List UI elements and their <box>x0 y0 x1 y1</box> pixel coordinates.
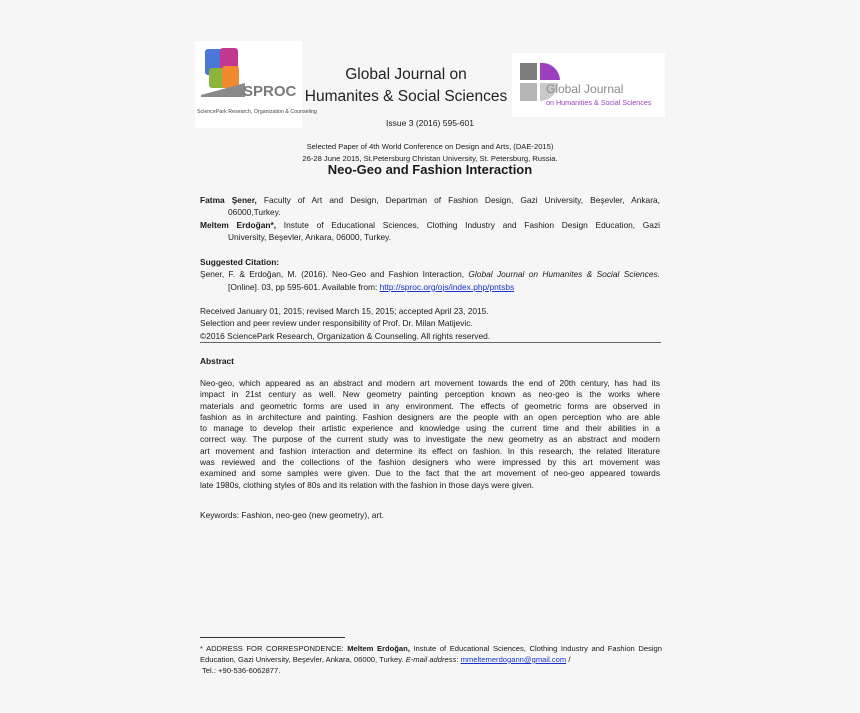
footnote <box>200 644 662 676</box>
abstract-line: fashion as in architecture and painting. Fashion designers are the people with an open perception who are able <box>200 411 660 422</box>
issue-info: Issue 3 (2016) 595-601 <box>386 118 474 128</box>
abstract-line: to manage to develop their artistic experience and knowledge using the current time and their abilities in a <box>200 423 660 434</box>
abstract-heading <box>200 355 660 367</box>
citation-heading: Suggested Citation: <box>200 257 280 267</box>
conference-line2: 26-28 June 2015, St.Petersburg Christan University, St. Petersburg, Russia. <box>302 153 558 163</box>
conference-line1: Selected Paper of 4th World Conference on Design and Arts, (DAE-2015) <box>306 142 554 151</box>
citation-link[interactable]: http://sproc.org/ojs/index.php/pntsbs <box>379 281 515 292</box>
journal-title-line1: Global Journal on <box>345 66 467 83</box>
citation-line1 <box>200 268 660 280</box>
citation-journal: Global Journal on Humanites & Social Sciences. <box>468 269 661 280</box>
telephone: Tel.: +90-536-6062877. <box>202 665 281 675</box>
citation-text: [Online]. 03, pp 595-601. Available from: <box>228 281 380 292</box>
email-label: E-mail address <box>405 654 457 664</box>
global-journal-logo <box>512 53 665 117</box>
email-link[interactable]: mmeltemerdogann@gmail.com <box>460 654 567 664</box>
author-1-line1 <box>200 194 660 206</box>
author-name: Fatma Şener, <box>200 195 257 205</box>
footnote-address: Education, Gazi University, Beşevler, Ankara, 06000, Turkey. <box>200 654 406 664</box>
abstract-line: Neo-geo, which appeared as an abstract and modern art movement towards the end of 20th century, has had its <box>200 378 660 388</box>
abstract-title: Abstract <box>200 356 234 366</box>
global-journal-logo-subtitle: on Humanities & Social Sciences <box>546 98 652 107</box>
global-journal-logo-title: Global Journal <box>546 82 624 96</box>
received-dates: Received January 01, 2015; revised March 15, 2015; accepted April 23, 2015. <box>200 306 489 316</box>
paper-title: Neo-Geo and Fashion Interaction <box>327 162 533 177</box>
abstract-body <box>200 378 660 491</box>
sproc-logo-text: SPROC <box>243 83 297 100</box>
sproc-logo <box>195 41 317 128</box>
author-2-line1 <box>200 219 660 231</box>
abstract-line: correct way. The purpose of the current study was to investigate the new geometry as an abstract and modern <box>200 434 660 445</box>
author-affiliation: Faculty of Art and Design, Departman of Fashion Design, Gazi University, Beşevler, Ankara, <box>256 195 660 205</box>
abstract-line: examined and some samples were given. Due to the fact that the art movement of neo-geo appeared towards <box>200 468 660 479</box>
sproc-logo-caption: SciencePark Research, Organization & Counseling <box>197 109 317 115</box>
footnote-author: Meltem Erdoğan, <box>347 644 410 653</box>
journal-title <box>290 64 522 108</box>
author-2-line2: University, Beşevler, Ankara, 06000, Turkey. <box>228 231 392 242</box>
footnote-prefix: * ADDRESS FOR CORRESPONDENCE: <box>200 644 348 653</box>
author-name: Meltem Erdoğan*, <box>200 219 277 230</box>
citation-line2 <box>200 281 660 293</box>
footnote-line2: Education, Gazi University, Beşevler, Ankara, 06000, Turkey. E-mail address: mmeltemerdogann@gmail.com / <box>200 654 571 664</box>
separator: / <box>566 654 571 664</box>
publication-history <box>200 305 660 342</box>
peer-review-note: Selection and peer review under responsibility of Prof. Dr. Milan Matijevic. <box>200 318 473 329</box>
abstract-line: impact in 21st century as well. New geometry painting perception known as neo-geo is the works where <box>200 389 660 400</box>
abstract-line: was reviewed and the collections of the fashion designers who were impressed by this art movement was <box>200 457 660 468</box>
copyright-note: ©2016 SciencePark Research, Organization & Counseling. All rights reserved. <box>200 330 491 341</box>
journal-title-line2: Humanites & Social Sciences <box>304 88 508 105</box>
author-1-line2: 06000,Turkey. <box>228 207 281 218</box>
footnote-divider <box>200 637 345 638</box>
abstract-line: late 1980s, clothing styles of 80s and its relation with the fashion in those days were given. <box>200 479 534 490</box>
keywords: Keywords: Fashion, neo-geo (new geometry), art. <box>200 510 384 520</box>
citation-text: Şener, F. & Erdoğan, M. (2016). Neo-Geo and Fashion Interaction, <box>200 269 469 280</box>
footnote-affiliation: Instute of Educational Sciences, Clothing Industry and Fashion Design <box>409 644 662 653</box>
suggested-citation <box>200 256 660 293</box>
author-affiliation: Instute of Educational Sciences, Clothing Industry and Fashion Design Education, Gazi <box>276 219 660 230</box>
authors <box>200 194 660 243</box>
abstract-line: materials and geometric forms are used in any environment. The effects of geometric forms are observed in <box>200 400 660 411</box>
conference-info <box>200 141 660 164</box>
section-divider <box>200 342 661 343</box>
footnote-line1 <box>200 644 662 655</box>
abstract-line: art movement and fashion interaction and determine its effect on fashion. In this research, the related literature <box>200 445 660 456</box>
